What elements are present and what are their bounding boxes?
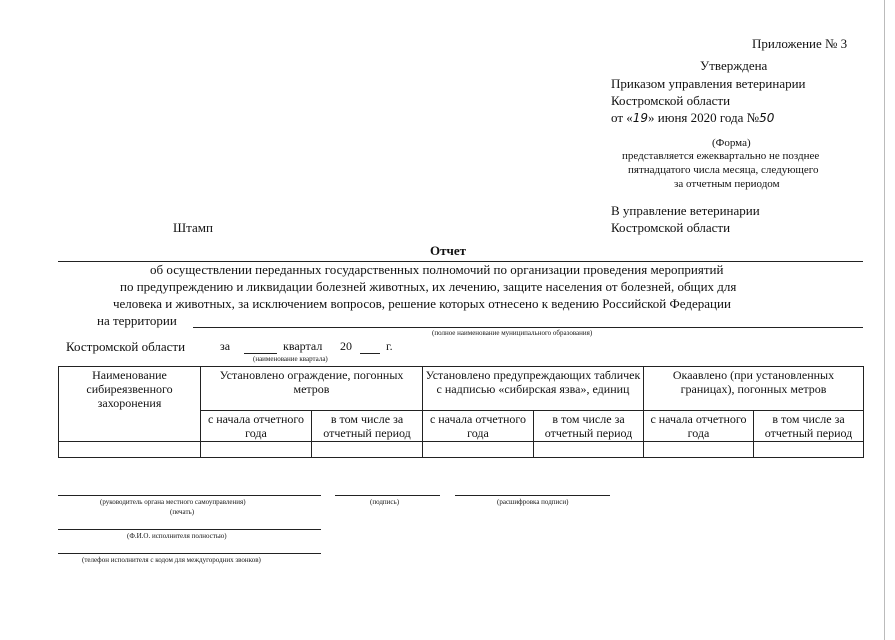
- form-note-line2: пятнадцатого числа месяца, следующего: [628, 164, 819, 176]
- subheader-trench-year: с начала отчетного года: [644, 411, 754, 442]
- quarter-caption: (наименование квартала): [253, 355, 328, 363]
- header-warning-signs: Установлено предупреждающих табличек с надписью «сибирская язва», единиц: [423, 367, 644, 411]
- signature-caption: (подпись): [370, 498, 400, 506]
- table-cell[interactable]: [312, 442, 423, 458]
- territory-label: на территории: [97, 313, 177, 328]
- date-prefix: от «: [611, 110, 633, 125]
- subheader-fencing-year: с начала отчетного года: [201, 411, 312, 442]
- subheader-trench-period: в том числе за отчетный период: [754, 411, 864, 442]
- subheader-fencing-period: в том числе за отчетный период: [312, 411, 423, 442]
- form-note-line1: представляется ежеквартально не позднее: [622, 150, 820, 162]
- executor-caption: (Ф.И.О. исполнителя полностью): [127, 532, 227, 540]
- subheader-signs-year: с начала отчетного года: [423, 411, 534, 442]
- stamp-label: Штамп: [173, 220, 213, 235]
- report-subject-line2: по предупреждению и ликвидации болезней животных, их лечению, защите населения от болезней, общих для: [120, 279, 737, 294]
- approval-date-line: [611, 110, 774, 126]
- form-note-title: (Форма): [712, 137, 751, 149]
- seal-caption: (печать): [170, 508, 195, 516]
- handwritten-order-number: 50: [759, 111, 775, 125]
- table-cell[interactable]: [644, 442, 754, 458]
- report-table: [58, 366, 864, 458]
- table-cell[interactable]: [754, 442, 864, 458]
- phone-caption: (телефон исполнителя с кодом для междугородних звонков): [82, 556, 261, 564]
- table-cell[interactable]: [423, 442, 534, 458]
- report-subject-line1: об осуществлении переданных государственных полномочий по организации проведения мероприятий: [150, 262, 724, 277]
- scan-edge: [884, 0, 885, 640]
- approval-region-line: Костромской области: [611, 93, 731, 108]
- report-title: Отчет: [430, 243, 466, 258]
- appendix-label: Приложение № 3: [752, 36, 848, 51]
- year-prefix: 20: [340, 339, 352, 353]
- date-middle: » июня 2020 года №: [648, 110, 760, 125]
- decoding-caption: (расшифровка подписи): [497, 498, 569, 506]
- territory-fill-line: [193, 327, 863, 328]
- header-trenching: Окаавлено (при установленных границах), погонных метров: [644, 367, 864, 411]
- region-label: Костромской области: [66, 339, 186, 354]
- table-cell[interactable]: [201, 442, 312, 458]
- approval-title: Утверждена: [700, 58, 768, 73]
- table-cell[interactable]: [534, 442, 644, 458]
- head-signature-line: [58, 495, 321, 496]
- approval-order-line: Приказом управления ветеринарии: [611, 76, 806, 91]
- quarter-label: квартал: [283, 339, 323, 353]
- signature-line: [335, 495, 440, 496]
- for-label: за: [220, 339, 231, 353]
- year-fill-line: [360, 353, 380, 354]
- executor-line: [58, 529, 321, 530]
- subheader-signs-period: в том числе за отчетный период: [534, 411, 644, 442]
- report-subject-line3: человека и животных, за исключением вопросов, решение которых отнесено к ведению Российской Федерации: [113, 296, 731, 311]
- recipient-line1: В управление ветеринарии: [611, 203, 760, 218]
- table-row: [59, 442, 864, 458]
- decoding-line: [455, 495, 610, 496]
- head-caption: (руководитель органа местного самоуправления): [100, 498, 246, 506]
- year-suffix: г.: [386, 339, 393, 353]
- table-cell[interactable]: [59, 442, 201, 458]
- header-fencing: Установлено ограждение, погонных метров: [201, 367, 423, 411]
- header-burial-name: Наименование сибиреязвенного захоронения: [59, 367, 201, 442]
- recipient-line2: Костромской области: [611, 220, 731, 235]
- phone-line: [58, 553, 321, 554]
- quarter-fill-line: [244, 353, 277, 354]
- form-note-line3: за отчетным периодом: [674, 178, 780, 190]
- territory-caption: (полное наименование муниципального образования): [432, 329, 593, 337]
- handwritten-day: 19: [632, 111, 649, 125]
